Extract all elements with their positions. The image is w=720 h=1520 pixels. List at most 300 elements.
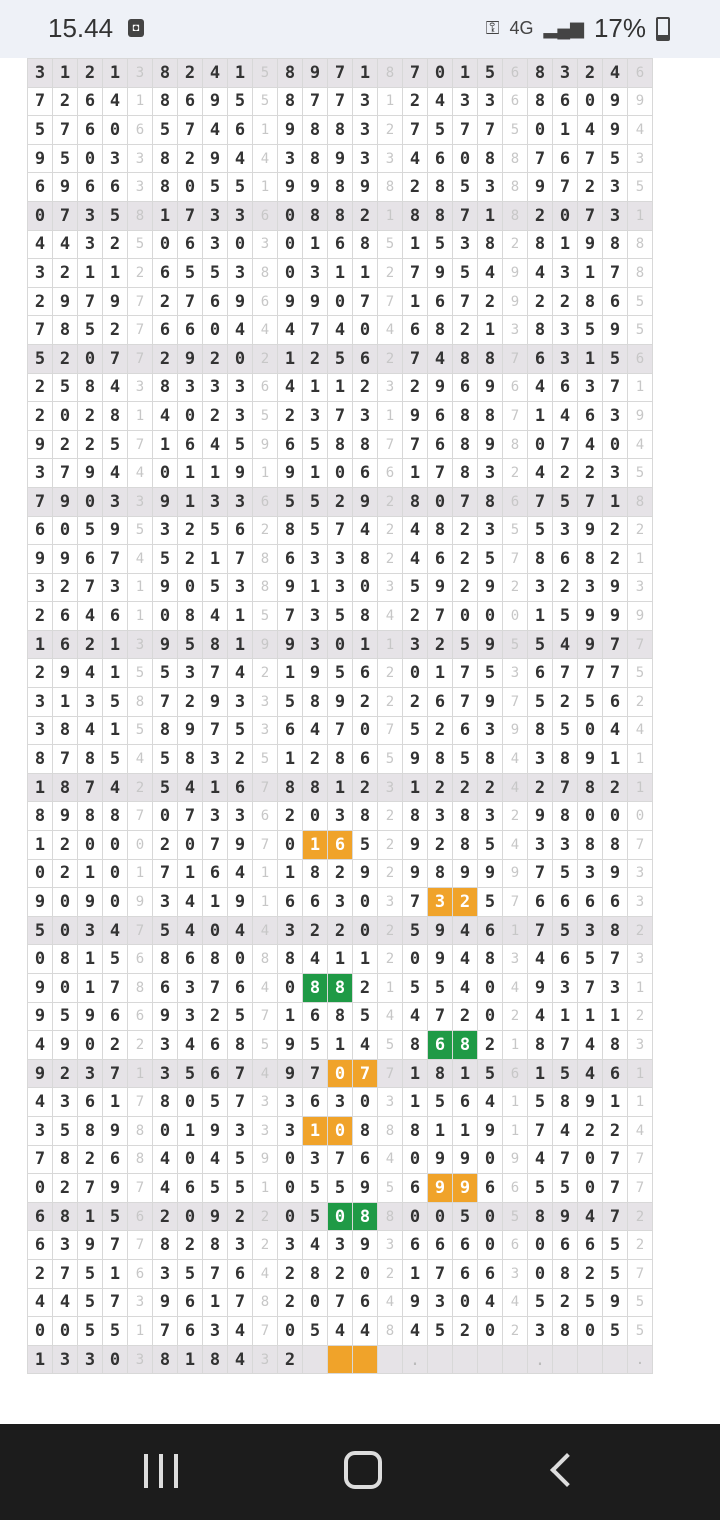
grid-cell: 5 bbox=[378, 745, 403, 774]
grid-cell: 2 bbox=[53, 859, 78, 888]
grid-cell: 2 bbox=[53, 87, 78, 116]
grid-cell: 1 bbox=[503, 1031, 528, 1060]
grid-cell: 3 bbox=[428, 1288, 453, 1317]
grid-cell: 2 bbox=[428, 716, 453, 745]
grid-cell: 7 bbox=[203, 659, 228, 688]
grid-cell: 6 bbox=[228, 516, 253, 545]
grid-cell: 6 bbox=[378, 459, 403, 488]
grid-row bbox=[28, 716, 653, 745]
grid-cell: 4 bbox=[303, 716, 328, 745]
grid-cell: 8 bbox=[78, 745, 103, 774]
grid-cell bbox=[603, 1345, 628, 1374]
grid-cell: 1 bbox=[303, 459, 328, 488]
grid-cell: 3 bbox=[453, 230, 478, 259]
grid-cell: 1 bbox=[378, 87, 403, 116]
grid-cell: 3 bbox=[478, 459, 503, 488]
grid-cell: 1 bbox=[628, 545, 653, 574]
grid-cell: 8 bbox=[28, 802, 53, 831]
grid-cell: 4 bbox=[353, 516, 378, 545]
home-icon[interactable] bbox=[344, 1451, 382, 1489]
grid-cell: 2 bbox=[178, 1231, 203, 1260]
grid-cell: 2 bbox=[453, 773, 478, 802]
grid-cell: 4 bbox=[378, 602, 403, 631]
grid-cell: 1 bbox=[178, 1116, 203, 1145]
grid-cell: 2 bbox=[53, 259, 78, 288]
grid-cell: 4 bbox=[578, 1059, 603, 1088]
grid-cell: 8 bbox=[603, 831, 628, 860]
grid-cell: 8 bbox=[328, 1002, 353, 1031]
grid-cell: 3 bbox=[528, 831, 553, 860]
grid-cell: 7 bbox=[178, 802, 203, 831]
grid-row bbox=[28, 802, 653, 831]
grid-row bbox=[28, 1345, 653, 1374]
grid-cell: 2 bbox=[278, 1288, 303, 1317]
grid-cell: 3 bbox=[78, 1345, 103, 1374]
highlighted-cell: 8 bbox=[303, 974, 328, 1003]
grid-cell: 3 bbox=[328, 1088, 353, 1117]
grid-cell: 3 bbox=[478, 802, 503, 831]
grid-cell: 5 bbox=[428, 1088, 453, 1117]
grid-cell: 7 bbox=[278, 602, 303, 631]
grid-cell: 3 bbox=[203, 1317, 228, 1346]
grid-cell: 0 bbox=[453, 602, 478, 631]
grid-cell: 2 bbox=[128, 259, 153, 288]
grid-cell: 7 bbox=[528, 1116, 553, 1145]
notification-icon: ◘ bbox=[128, 19, 144, 37]
grid-cell: 9 bbox=[278, 287, 303, 316]
grid-cell: 2 bbox=[353, 373, 378, 402]
grid-cell: 6 bbox=[228, 974, 253, 1003]
grid-cell: 3 bbox=[553, 59, 578, 88]
grid-cell bbox=[503, 1345, 528, 1374]
grid-cell: 3 bbox=[253, 230, 278, 259]
grid-cell: 6 bbox=[478, 1174, 503, 1203]
grid-cell: 3 bbox=[553, 316, 578, 345]
grid-cell: 1 bbox=[278, 859, 303, 888]
grid-cell: 9 bbox=[428, 916, 453, 945]
grid-cell: 7 bbox=[153, 1317, 178, 1346]
status-bar bbox=[0, 0, 720, 58]
grid-cell: 7 bbox=[403, 344, 428, 373]
grid-cell: 1 bbox=[578, 259, 603, 288]
grid-cell: 1 bbox=[178, 1345, 203, 1374]
grid-cell: 0 bbox=[453, 1288, 478, 1317]
grid-cell: 4 bbox=[453, 945, 478, 974]
grid-cell: 1 bbox=[303, 573, 328, 602]
grid-cell: 7 bbox=[428, 1002, 453, 1031]
grid-cell: 5 bbox=[78, 1317, 103, 1346]
grid-cell: 0 bbox=[178, 573, 203, 602]
grid-cell: 3 bbox=[28, 573, 53, 602]
grid-cell: 3 bbox=[153, 888, 178, 917]
grid-cell: 3 bbox=[153, 1031, 178, 1060]
grid-cell: 8 bbox=[153, 945, 178, 974]
grid-cell: 8 bbox=[503, 144, 528, 173]
grid-cell: 7 bbox=[103, 1288, 128, 1317]
grid-cell: 8 bbox=[203, 945, 228, 974]
grid-cell: 1 bbox=[603, 1088, 628, 1117]
grid-cell: 1 bbox=[528, 402, 553, 431]
grid-cell: 4 bbox=[578, 116, 603, 145]
grid-cell bbox=[478, 1345, 503, 1374]
grid-cell: 5 bbox=[253, 1031, 278, 1060]
grid-cell: 0 bbox=[28, 201, 53, 230]
grid-cell: 1 bbox=[378, 974, 403, 1003]
grid-cell: 5 bbox=[503, 516, 528, 545]
grid-cell: 5 bbox=[153, 745, 178, 774]
grid-cell: 8 bbox=[528, 87, 553, 116]
grid-cell: 4 bbox=[628, 116, 653, 145]
grid-cell: 3 bbox=[303, 1145, 328, 1174]
grid-cell: 3 bbox=[278, 1116, 303, 1145]
grid-cell: 4 bbox=[178, 916, 203, 945]
grid-row bbox=[28, 116, 653, 145]
grid-cell: 4 bbox=[253, 974, 278, 1003]
grid-cell: 6 bbox=[628, 344, 653, 373]
grid-cell: 9 bbox=[228, 459, 253, 488]
grid-cell: 0 bbox=[303, 1288, 328, 1317]
grid-cell: 5 bbox=[53, 144, 78, 173]
grid-row bbox=[28, 688, 653, 717]
recent-apps-icon[interactable] bbox=[144, 1454, 178, 1488]
grid-cell: 1 bbox=[128, 573, 153, 602]
grid-row bbox=[28, 1317, 653, 1346]
grid-cell: 3 bbox=[128, 373, 153, 402]
grid-cell: 6 bbox=[453, 1259, 478, 1288]
grid-cell: 2 bbox=[578, 1259, 603, 1288]
grid-cell: 1 bbox=[528, 602, 553, 631]
grid-cell: 6 bbox=[303, 1088, 328, 1117]
grid-cell: 9 bbox=[328, 688, 353, 717]
back-icon[interactable] bbox=[550, 1453, 584, 1487]
grid-cell: 9 bbox=[203, 1116, 228, 1145]
grid-cell: 1 bbox=[378, 402, 403, 431]
grid-cell: 8 bbox=[203, 1345, 228, 1374]
grid-row bbox=[28, 287, 653, 316]
grid-cell: 2 bbox=[28, 287, 53, 316]
grid-cell: 2 bbox=[578, 59, 603, 88]
grid-row bbox=[28, 87, 653, 116]
grid-cell: 8 bbox=[153, 87, 178, 116]
grid-cell: 2 bbox=[28, 602, 53, 631]
grid-cell: 7 bbox=[553, 773, 578, 802]
grid-cell: 3 bbox=[378, 573, 403, 602]
grid-cell: 8 bbox=[378, 173, 403, 202]
grid-row bbox=[28, 630, 653, 659]
grid-cell: 3 bbox=[303, 602, 328, 631]
grid-cell: 1 bbox=[203, 459, 228, 488]
grid-cell: 5 bbox=[328, 344, 353, 373]
grid-cell: 8 bbox=[28, 745, 53, 774]
grid-cell: 2 bbox=[78, 630, 103, 659]
grid-cell: 3 bbox=[528, 745, 553, 774]
grid-cell: 7 bbox=[603, 1202, 628, 1231]
grid-cell: 9 bbox=[503, 287, 528, 316]
grid-cell: 8 bbox=[103, 802, 128, 831]
grid-cell: 4 bbox=[228, 916, 253, 945]
grid-cell: 2 bbox=[478, 1031, 503, 1060]
grid-cell: 2 bbox=[328, 487, 353, 516]
grid-cell: 1 bbox=[253, 116, 278, 145]
grid-cell: 7 bbox=[128, 430, 153, 459]
grid-cell: 4 bbox=[278, 316, 303, 345]
grid-cell: 3 bbox=[503, 659, 528, 688]
grid-cell: 6 bbox=[153, 974, 178, 1003]
grid-cell: 7 bbox=[128, 316, 153, 345]
grid-cell: 9 bbox=[428, 259, 453, 288]
grid-cell: 0 bbox=[228, 230, 253, 259]
grid-cell: 9 bbox=[353, 859, 378, 888]
grid-cell: 7 bbox=[428, 602, 453, 631]
grid-cell: 4 bbox=[178, 1031, 203, 1060]
grid-cell: 2 bbox=[253, 1202, 278, 1231]
grid-cell: 5 bbox=[453, 173, 478, 202]
grid-cell: 4 bbox=[128, 745, 153, 774]
grid-cell: 2 bbox=[53, 1059, 78, 1088]
grid-cell: 3 bbox=[278, 1088, 303, 1117]
grid-cell: 6 bbox=[628, 59, 653, 88]
grid-cell: 9 bbox=[53, 1031, 78, 1060]
grid-cell: 3 bbox=[53, 1088, 78, 1117]
grid-cell: 1 bbox=[128, 602, 153, 631]
grid-cell: 2 bbox=[78, 402, 103, 431]
grid-cell: 2 bbox=[203, 344, 228, 373]
grid-cell: 9 bbox=[278, 116, 303, 145]
grid-cell: 2 bbox=[303, 745, 328, 774]
grid-cell: 9 bbox=[428, 945, 453, 974]
grid-cell: 5 bbox=[228, 430, 253, 459]
grid-cell: 6 bbox=[428, 545, 453, 574]
grid-cell: 8 bbox=[578, 831, 603, 860]
grid-cell: 1 bbox=[353, 630, 378, 659]
highlighted-cell: 9 bbox=[428, 1174, 453, 1203]
grid-cell: 2 bbox=[153, 344, 178, 373]
grid-cell: 0 bbox=[103, 831, 128, 860]
grid-cell: 9 bbox=[578, 1088, 603, 1117]
grid-cell: 8 bbox=[303, 144, 328, 173]
grid-cell: 2 bbox=[553, 287, 578, 316]
grid-cell: 9 bbox=[28, 1059, 53, 1088]
grid-cell: 3 bbox=[203, 373, 228, 402]
grid-cell: 5 bbox=[478, 831, 503, 860]
grid-cell: 9 bbox=[628, 602, 653, 631]
grid-cell: 1 bbox=[628, 745, 653, 774]
grid-cell: 3 bbox=[28, 59, 53, 88]
status-icons bbox=[486, 13, 670, 44]
grid-cell: 3 bbox=[603, 173, 628, 202]
grid-cell: 4 bbox=[153, 1145, 178, 1174]
grid-cell: 3 bbox=[278, 144, 303, 173]
grid-cell: 0 bbox=[103, 116, 128, 145]
grid-cell: 1 bbox=[453, 59, 478, 88]
grid-cell: 3 bbox=[328, 1231, 353, 1260]
grid-cell: 5 bbox=[428, 974, 453, 1003]
grid-cell: 0 bbox=[603, 802, 628, 831]
grid-cell: 2 bbox=[453, 545, 478, 574]
grid-cell: 3 bbox=[128, 630, 153, 659]
grid-cell: 6 bbox=[203, 1059, 228, 1088]
grid-cell: 3 bbox=[378, 1231, 403, 1260]
grid-cell: 3 bbox=[78, 201, 103, 230]
grid-cell: 2 bbox=[453, 1002, 478, 1031]
grid-cell: 9 bbox=[103, 287, 128, 316]
vpn-key-icon: ⚿ bbox=[485, 18, 500, 38]
grid-cell: 2 bbox=[153, 1202, 178, 1231]
grid-cell: 0 bbox=[278, 1145, 303, 1174]
grid-cell: 4 bbox=[228, 144, 253, 173]
grid-cell: 7 bbox=[603, 630, 628, 659]
grid-cell: 9 bbox=[403, 831, 428, 860]
grid-cell: 1 bbox=[128, 1317, 153, 1346]
grid-cell: 9 bbox=[78, 1002, 103, 1031]
grid-cell: 3 bbox=[128, 144, 153, 173]
grid-cell: 2 bbox=[53, 831, 78, 860]
grid-cell: 6 bbox=[303, 1002, 328, 1031]
grid-cell: 7 bbox=[28, 1145, 53, 1174]
grid-cell: 6 bbox=[428, 1231, 453, 1260]
grid-cell: 8 bbox=[553, 1259, 578, 1288]
grid-cell: 8 bbox=[328, 430, 353, 459]
grid-cell: 5 bbox=[478, 59, 503, 88]
number-grid-container[interactable] bbox=[27, 58, 657, 1410]
grid-cell: 4 bbox=[503, 974, 528, 1003]
grid-cell: 6 bbox=[428, 430, 453, 459]
grid-cell: 1 bbox=[253, 173, 278, 202]
grid-cell: 0 bbox=[153, 230, 178, 259]
grid-cell: 5 bbox=[203, 259, 228, 288]
grid-cell: 9 bbox=[303, 173, 328, 202]
grid-cell: 6 bbox=[503, 373, 528, 402]
grid-cell: 4 bbox=[528, 1002, 553, 1031]
grid-cell: 5 bbox=[403, 573, 428, 602]
grid-cell: 4 bbox=[528, 459, 553, 488]
grid-cell: 5 bbox=[278, 487, 303, 516]
grid-cell: 5 bbox=[153, 545, 178, 574]
grid-cell: 2 bbox=[53, 344, 78, 373]
grid-cell: 4 bbox=[253, 1259, 278, 1288]
grid-cell: 6 bbox=[228, 1259, 253, 1288]
grid-cell: 5 bbox=[353, 1002, 378, 1031]
grid-cell: 5 bbox=[528, 1174, 553, 1203]
grid-cell: 5 bbox=[53, 1002, 78, 1031]
grid-cell: 5 bbox=[553, 1059, 578, 1088]
grid-cell: 5 bbox=[203, 173, 228, 202]
grid-cell: 9 bbox=[603, 1288, 628, 1317]
grid-cell: 0 bbox=[78, 144, 103, 173]
grid-cell: 9 bbox=[78, 1231, 103, 1260]
grid-cell: 4 bbox=[403, 516, 428, 545]
grid-cell: 4 bbox=[303, 1231, 328, 1260]
grid-cell: 1 bbox=[403, 1059, 428, 1088]
grid-cell: 0 bbox=[53, 516, 78, 545]
grid-cell: 2 bbox=[553, 459, 578, 488]
grid-cell: 8 bbox=[153, 1231, 178, 1260]
grid-cell: 2 bbox=[628, 516, 653, 545]
grid-cell: 3 bbox=[603, 201, 628, 230]
grid-cell: 6 bbox=[128, 1259, 153, 1288]
grid-cell: 7 bbox=[203, 1259, 228, 1288]
grid-cell: 6 bbox=[528, 659, 553, 688]
grid-cell: 8 bbox=[103, 402, 128, 431]
grid-cell: 8 bbox=[353, 430, 378, 459]
highlighted-cell: 9 bbox=[453, 1174, 478, 1203]
grid-cell: 9 bbox=[278, 173, 303, 202]
grid-cell: 4 bbox=[153, 402, 178, 431]
grid-row bbox=[28, 1288, 653, 1317]
highlighted-cell: 0 bbox=[328, 1202, 353, 1231]
grid-cell: 6 bbox=[28, 516, 53, 545]
grid-cell: 2 bbox=[478, 773, 503, 802]
grid-cell: 5 bbox=[253, 402, 278, 431]
grid-cell: 8 bbox=[478, 144, 503, 173]
highlighted-cell: 2 bbox=[453, 888, 478, 917]
grid-cell: 3 bbox=[278, 1231, 303, 1260]
grid-cell: 0 bbox=[478, 1231, 503, 1260]
grid-cell: 0 bbox=[278, 831, 303, 860]
grid-cell: 6 bbox=[78, 1088, 103, 1117]
grid-cell: 3 bbox=[578, 859, 603, 888]
grid-cell: 1 bbox=[403, 1259, 428, 1288]
grid-cell: 7 bbox=[503, 545, 528, 574]
grid-cell: 8 bbox=[353, 802, 378, 831]
grid-cell: 4 bbox=[478, 1288, 503, 1317]
grid-cell: 2 bbox=[278, 1259, 303, 1288]
grid-cell: 7 bbox=[403, 59, 428, 88]
grid-cell: 4 bbox=[78, 659, 103, 688]
grid-cell: 8 bbox=[328, 201, 353, 230]
grid-cell: 1 bbox=[503, 916, 528, 945]
grid-cell: 3 bbox=[203, 230, 228, 259]
grid-cell: 2 bbox=[628, 1202, 653, 1231]
grid-cell: 3 bbox=[78, 1059, 103, 1088]
grid-cell: 8 bbox=[553, 1317, 578, 1346]
grid-cell: 1 bbox=[303, 230, 328, 259]
grid-cell: 9 bbox=[353, 1231, 378, 1260]
grid-cell: 3 bbox=[628, 144, 653, 173]
grid-cell: 5 bbox=[103, 945, 128, 974]
grid-cell: 9 bbox=[28, 888, 53, 917]
grid-cell: 2 bbox=[453, 573, 478, 602]
grid-cell: 3 bbox=[228, 373, 253, 402]
grid-cell: 8 bbox=[453, 402, 478, 431]
grid-cell: 6 bbox=[78, 116, 103, 145]
grid-cell: 1 bbox=[203, 773, 228, 802]
grid-cell: 1 bbox=[478, 201, 503, 230]
grid-cell: 0 bbox=[353, 916, 378, 945]
grid-cell: 1 bbox=[278, 659, 303, 688]
grid-cell: 5 bbox=[53, 373, 78, 402]
grid-cell: 7 bbox=[253, 1002, 278, 1031]
grid-cell: 5 bbox=[628, 316, 653, 345]
grid-row bbox=[28, 402, 653, 431]
grid-cell bbox=[303, 1345, 328, 1374]
grid-cell: 7 bbox=[153, 859, 178, 888]
grid-cell: 1 bbox=[628, 373, 653, 402]
grid-cell bbox=[453, 1345, 478, 1374]
grid-cell: 3 bbox=[628, 573, 653, 602]
grid-cell: 2 bbox=[603, 516, 628, 545]
grid-cell: 2 bbox=[628, 1002, 653, 1031]
grid-cell: 2 bbox=[378, 688, 403, 717]
grid-cell: 2 bbox=[178, 516, 203, 545]
highlighted-cell: 8 bbox=[453, 1031, 478, 1060]
highlighted-cell: 3 bbox=[428, 888, 453, 917]
grid-cell: 5 bbox=[578, 316, 603, 345]
grid-cell: 9 bbox=[353, 173, 378, 202]
grid-cell: 7 bbox=[328, 1288, 353, 1317]
grid-cell: 4 bbox=[603, 716, 628, 745]
grid-cell: 2 bbox=[328, 859, 353, 888]
